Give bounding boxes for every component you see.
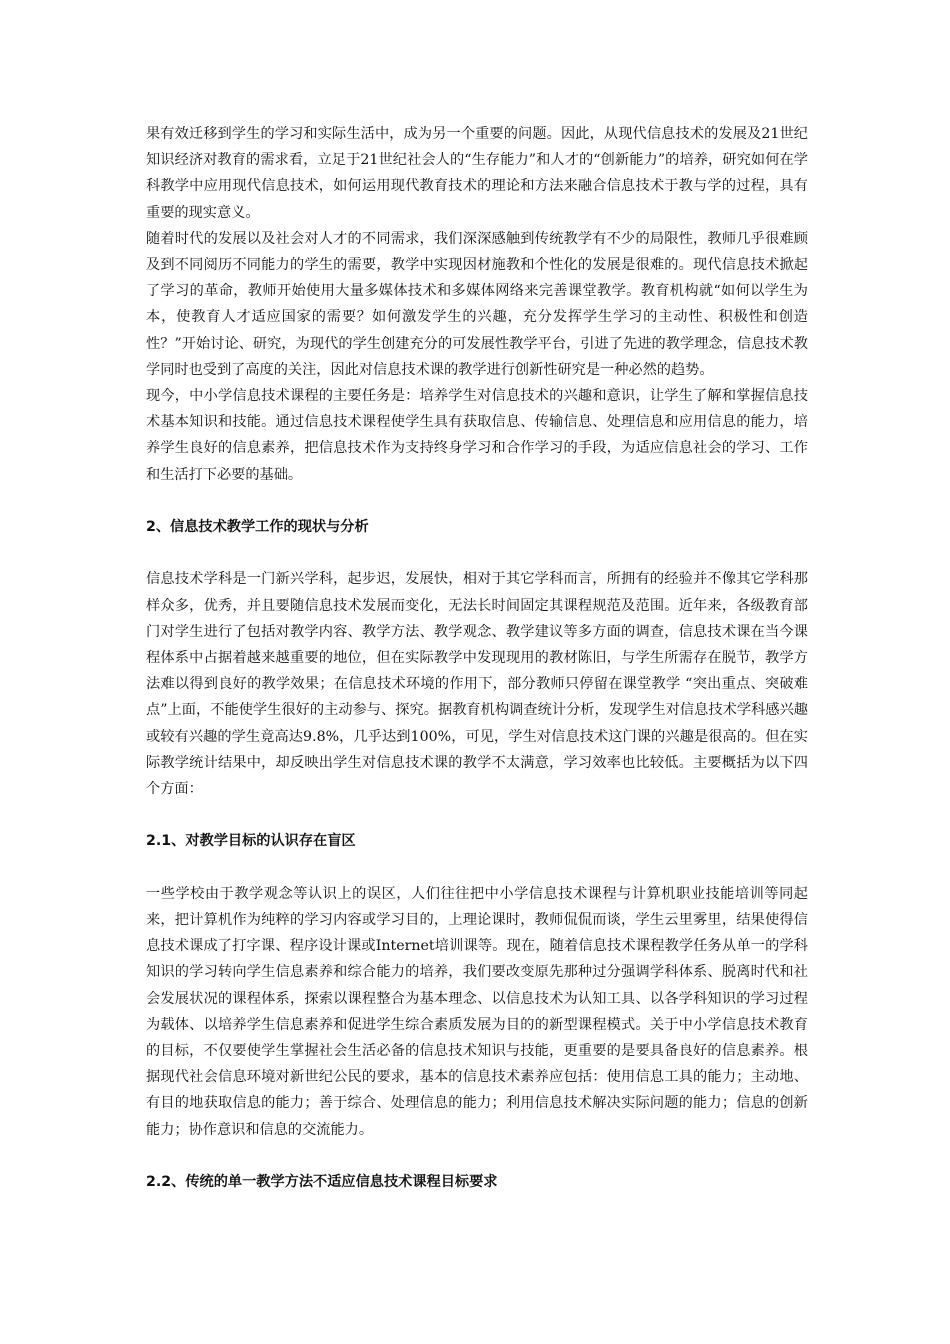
paragraph-spacer: [146, 488, 808, 514]
paragraph-spacer: [146, 802, 808, 828]
paragraph-spacer: [146, 1143, 808, 1169]
body-paragraph-4: 信息技术学科是一门新兴学科，起步迟，发展快，相对于其它学科而言，所拥有的经验并不像其它学科那样众多，优秀，并且要随信息技术发展而变化，无法长时间固定其课程规范及范围。近年来，各级教育部门对学生进行了包括对教学内容、教学方法、教学观念、教学建议等多方面的调查，信息技术课在当今课程体系中占据着越来越重要的地位，但在实际教学中发现现用的教材陈旧，与学生所需存在脱节，教学方法难以得到良好的教学效果；在信息技术环境的作用下，部分教师只停留在课堂教学 “突出重点、突破难点”上面，不能使学生很好的主动参与、探究。据教育机构调查统计分析，发现学生对信息技术学科感兴趣或较有兴趣的学生竟高达9.8%，几乎达到100%，可见，学生对信息技术这门课的兴趣是很高的。但在实际教学统计结果中，却反映出学生对信息技术课的教学不太满意，学习效率也比较低。主要概括为以下四个方面：: [146, 571, 808, 798]
body-paragraph-3: 现今，中小学信息技术课程的主要任务是：培养学生对信息技术的兴趣和意识，让学生了解和掌握信息技术基本知识和技能。通过信息技术课程使学生具有获取信息、传输信息、处理信息和应用信息的能力，培养学生良好的信息素养，把信息技术作为支持终身学习和合作学习的手段，为适应信息社会的学习、工作和生活打下必要的基础。: [146, 388, 808, 483]
body-paragraph-5: 一些学校由于教学观念等认识上的误区，人们往往把中小学信息技术课程与计算机职业技能培训等同起来，把计算机作为纯粹的学习内容或学习目的，上理论课时，教师侃侃而谈，学生云里雾里，结果使得信息技术课成了打字课、程序设计课或Internet培训课等。现在，随着信息技术课程教学任务从单一的学科知识的学习转向学生信息素养和综合能力的培养，我们要改变原先那种过分强调学科体系、脱离时代和社会发展状况的课程体系，探索以课程整合为基本理念、以信息技术为认知工具、以各学科知识的学习过程为载体、以培养学生信息素养和促进学生综合素质发展为目的的新型课程模式。关于中小学信息技术教育的目标，不仅要使学生掌握社会生活必备的信息技术知识与技能，更重要的是要具备良好的信息素养。根据现代社会信息环境对新世纪公民的要求，基本的信息技术素养应包括：使用信息工具的能力；主动地、有目的地获取信息的能力；善于综合、处理信息的能力；利用信息技术解决实际问题的能力；信息的创新能力；协作意识和信息的交流能力。: [146, 885, 808, 1138]
document-body: [146, 121, 808, 1195]
paragraph-spacer: [146, 855, 808, 881]
body-paragraph-2: 随着时代的发展以及社会对人才的不同需求，我们深深感触到传统教学有不少的局限性，教师几乎很难顾及到不同阅历不同能力的学生的需要，教学中实现因材施教和个性化的发展是很难的。现代信息技术掀起了学习的革命，教师开始使用大量多媒体技术和多媒体网络来完善课堂教学。教育机构就“如何以学生为本，使教育人才适应国家的需要？如何激发学生的兴趣，充分发挥学生学习的主动性、积极性和创造性？”开始讨论、研究，为现代的学生创建充分的可发展性教学平台，引进了先进的教学理念，信息技术教学同时也受到了高度的关注，因此对信息技术课的教学进行创新性研究是一种必然的趋势。: [146, 230, 808, 378]
body-paragraph-1: 果有效迁移到学生的学习和实际生活中，成为另一个重要的问题。因此，从现代信息技术的发展及21世纪知识经济对教育的需求看，立足于21世纪社会人的“生存能力”和人才的“创新能力”的培养，研究如何在学科教学中应用现代信息技术，如何运用现代教育技术的理论和方法来融合信息技术于教与学的过程，具有重要的现实意义。: [146, 126, 808, 221]
section-heading-2: 2、信息技术教学工作的现状与分析: [146, 519, 369, 536]
section-heading-2-1: 2.1、对教学目标的认识存在盲区: [146, 833, 356, 850]
section-heading-2-2: 2.2、传统的单一教学方法不适应信息技术课程目标要求: [146, 1174, 498, 1191]
paragraph-spacer: [146, 540, 808, 566]
